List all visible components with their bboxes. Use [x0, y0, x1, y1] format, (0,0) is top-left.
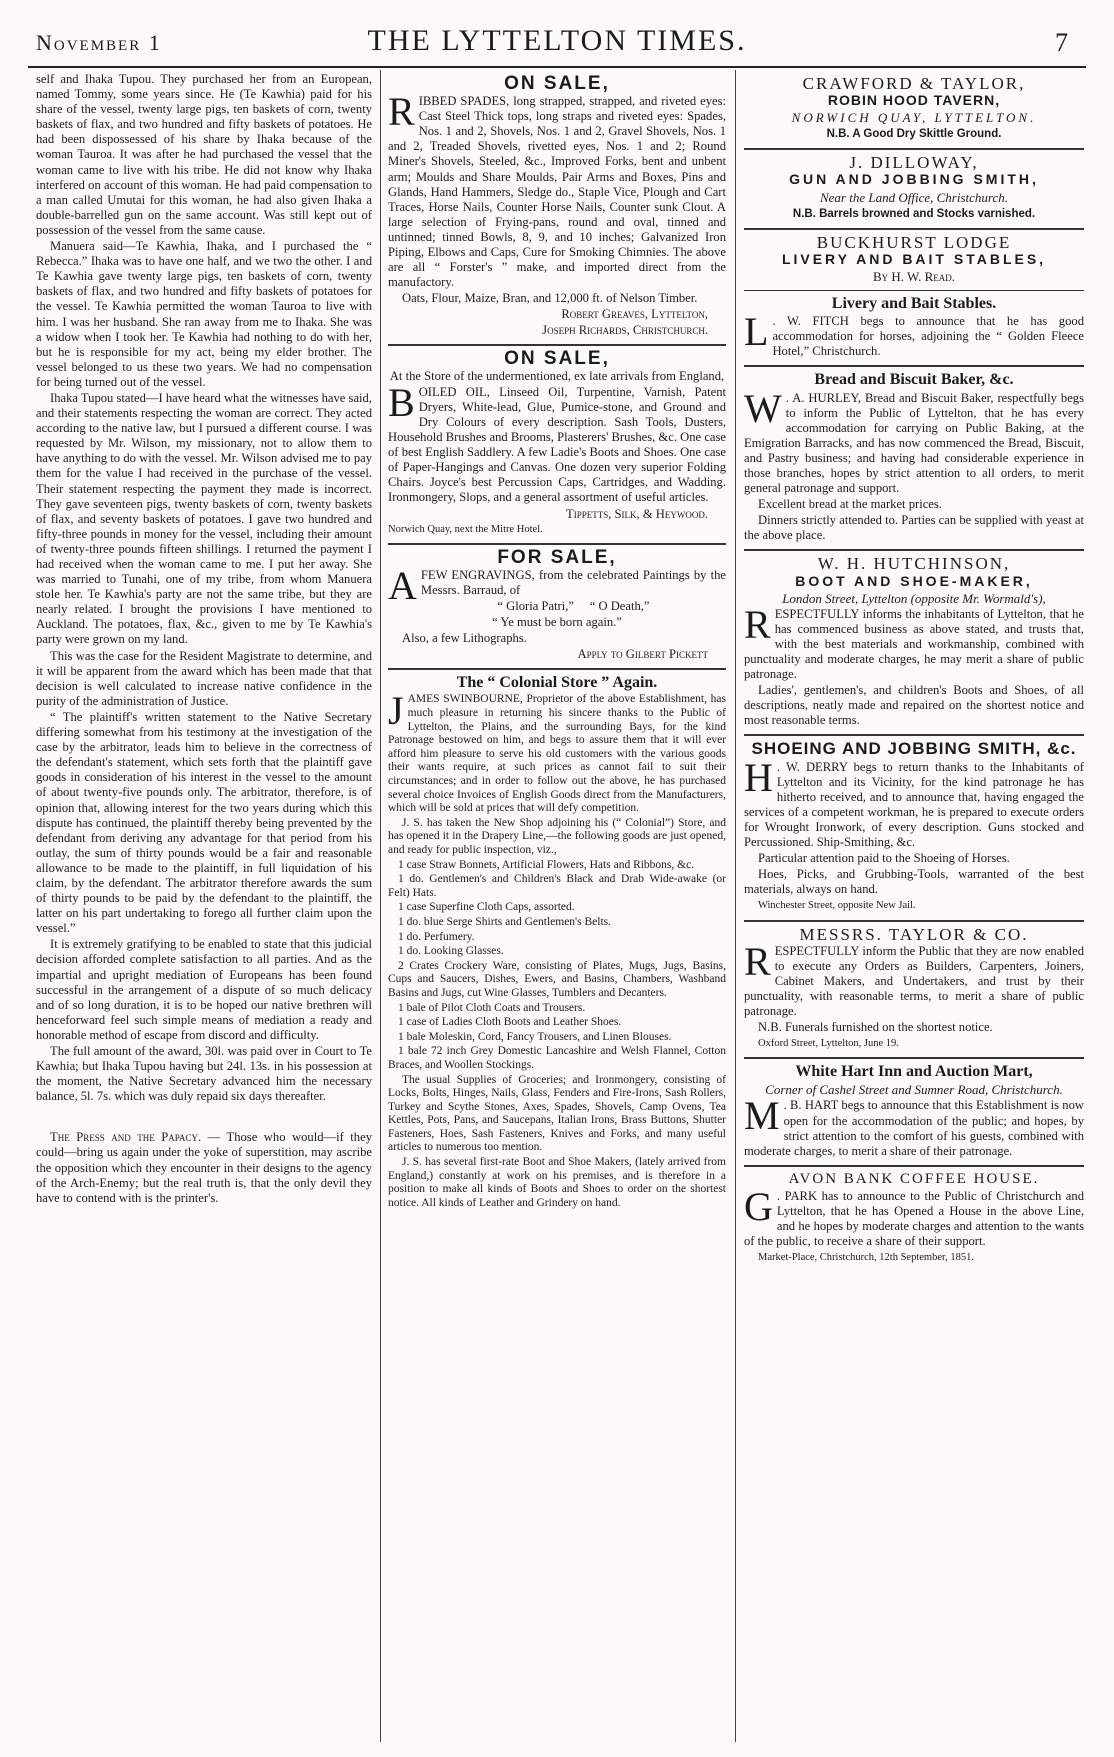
ad-location: London Street, Lyttelton (opposite Mr. Wormald's), [782, 590, 1046, 606]
ad-heading-on-sale-2: ON SALE, [504, 347, 610, 369]
drop-cap: R [744, 601, 771, 647]
ad-subtitle: ROBIN HOOD TAVERN, [827, 92, 1001, 109]
ad-text: IBBED SPADES, long strapped, strapped, and riveted eyes: Cast Steel Thick tops, long straps and riveted eyes: Spades, Nos. 1 and 2, Shovels, Nos. 1 and 2, Gravel Shovels, Nos. 1 and 2, Treaded Shovels, rivetted eyes, Nos. 1 and 2; Round Miner's Shovels, Steeled, &c., Improved Forks, bent and unbent arm; Moulds and Share Moulds, Pair Arms and Boxes, Pins and Glands, Hand Hammers, Sledge do., Staple Vice, Plough and Cart Traces, Horse Nails, Counter Horse Nails, Counter sunk Clout. A large selection of Frying-pans, round and oval, tinned and untinned; tinned Bowls, 8, 9, and 10 inches; Galvanized Iron Piping, Elbows and Caps, Cure for Smoking Chimnies. The above are all “ Forster's ” make, and imported direct from the manufactory. [388, 94, 726, 290]
divider [744, 1165, 1084, 1167]
column-divider-2 [735, 70, 736, 1742]
article-paragraph: self and Ihaka Tupou. They purchased her from an European, named Tommy, some years since. He (Te Kawhia) paid for his share of the vessel, twenty large pigs, ten baskets of corn, twenty baskets of flax, and two hundred and fifty baskets of potatoes. He had been dispossessed of his share by Ihaka because of the woman Tauroa. It was after he had purchased the vessel that the woman came to live with his tribe. He did not know why Ihaka interfered on account of this woman. He had paid compensation to a man called Umutai for this woman, he had also given Ihaka a double-barrelled gun on the same account. Was still kept out of possession of the vessel from the same cause. [36, 72, 372, 237]
ad-text: ESPECTFULLY inform the Public that they are now enabled to execute any Orders as Builders, Carpenters, Joiners, Cabinet Makers, and Undertakers, and trust by their punctuality, with reasonable terms, to merit a share of public patronage. [744, 943, 1084, 1018]
list-item: 1 case of Ladies Cloth Boots and Leather Shoes. [398, 1016, 622, 1029]
engraving-titles [388, 599, 726, 614]
ad-body-taylor [744, 938, 1084, 1019]
ad-paragraph: Hoes, Picks, and Grubbing-Tools, warranted of the best materials, always on hand. [744, 867, 1084, 897]
drop-cap: A [388, 562, 417, 608]
divider [388, 344, 726, 346]
ad-title-hutchinson: W. H. HUTCHINSON, [817, 554, 1011, 574]
ad-body-park [744, 1183, 1084, 1249]
ad-text: FEW ENGRAVINGS, from the celebrated Paintings by the Messrs. Barraud, of [420, 567, 726, 597]
ad-paragraph: Excellent bread at the market prices. [758, 497, 942, 512]
ad-title-crawford: CRAWFORD & TAYLOR, [802, 74, 1026, 93]
ad-text: . W. FITCH begs to announce that he has good accommodation for horses, adjoining the “ Golden Fleece Hotel,” Christchurch. [772, 314, 1084, 359]
divider [744, 734, 1084, 736]
drop-cap: B [388, 379, 415, 425]
ad-note: N.B. Barrels browned and Stocks varnished. [792, 207, 1036, 220]
article-paragraph: This was the case for the Resident Magistrate to determine, and it will be apparent from the award which has been made that that decision is well calculated to increase native confidence in the purity of the administration of Justice. [36, 648, 372, 708]
ad-body-spades [388, 89, 726, 290]
ad-intro: At the Store of the undermentioned, ex late arrivals from England, [389, 368, 725, 383]
ad-location: Corner of Cashel Street and Sumner Road, Christchurch. [765, 1082, 1063, 1098]
drop-cap: M [744, 1093, 780, 1139]
issue-date: November 1 [36, 30, 162, 55]
ad-subtitle: LIVERY AND BAIT STABLES, [781, 250, 1047, 267]
masthead [28, 20, 1086, 60]
engraving-title: “ Gloria Patri,” [497, 599, 574, 613]
list-item: 1 case Straw Bonnets, Artificial Flowers, Hats and Ribbons, &c. [398, 858, 695, 871]
ad-heading-white-hart: White Hart Inn and Auction Mart, [795, 1063, 1033, 1081]
drop-cap: J [388, 688, 404, 734]
ad-location: Near the Land Office, Christchurch. [819, 189, 1008, 205]
column-divider-1 [380, 70, 381, 1742]
ad-body-fitch [744, 309, 1084, 359]
ad-paragraph: Ladies', gentlemen's, and children's Boots and Shoes, of all descriptions, neatly made and repaired on the shortest notice and most reasonable terms. [744, 683, 1084, 728]
ad-paragraph: J. S. has taken the New Shop adjoining his (“ Colonial”) Store, and has opened it in the Drapery Line,—the following goods are just opened, and ready for public inspection, viz., [388, 816, 726, 856]
column-2 [388, 72, 726, 1742]
divider [744, 365, 1084, 367]
list-item: 1 bale 72 inch Grey Domestic Lancashire and Welsh Flannel, Cotton Braces, and Woollen Stockings. [388, 1045, 726, 1071]
ad-body-oils [388, 379, 726, 506]
ad-note: N.B. A Good Dry Skittle Ground. [826, 128, 1002, 141]
divider [744, 148, 1084, 150]
divider [744, 228, 1084, 230]
goods-list [388, 859, 726, 1073]
ad-body-colonial [388, 688, 726, 815]
ad-heading-on-sale: ON SALE, [504, 73, 610, 94]
ad-text: AMES SWINBOURNE, Proprietor of the above Establishment, has much pleasure in returning his sincere thanks to the Public of Lyttelton, the Plains, and the surrounding Bays, for the kind Patronage bestowed on him, and begs to assure them that it will ever afford him pleasure to serve his old customers with the various goods their wants require, at such prices as cannot fail to suit their circumstances; and in order to follow out the above, he has purchased several choice Invoices of English Goods direct from the Manufacturers, which will be sold at prices that will defy competition. [388, 693, 726, 815]
list-item: 1 case Superfine Cloth Caps, assorted. [398, 901, 575, 914]
ad-heading-shoeing: SHOEING AND JOBBING SMITH, &c. [751, 739, 1077, 759]
signature: Joseph Richards, Christchurch. [542, 322, 708, 337]
list-item: 1 do. Gentlemen's and Children's Black and Drab Wide-awake (or Felt) Hats. [388, 873, 726, 899]
ad-heading-livery: Livery and Bait Stables. [831, 295, 997, 313]
ad-body-hart [744, 1093, 1084, 1158]
signature: Robert Greaves, Lyttelton, [561, 307, 708, 322]
ad-body-derry [744, 754, 1084, 851]
article-paragraph: “ The plaintiff's written statement to the Native Secretary differing somewhat from his testimony at the investigation of the case by the arbitrator, leads him to believe in the correctness of the defendant's statement, which sets forth that the plaintiff gave goods in consideration of his interest in the vessel to the amount of about twenty-five pounds only. The arbitrator, therefore, is of opinion that, allowing interest for the two years during which this dispute has continued, the plaintiff thereby being prevented by the defendant from deriving any advantage for that period from his outlay, the sum of thirty pounds would be a fair and reasonable allowance to be made to the plaintiff, in full liquidation of his claim, by the defendant. The arbitrator therefore awards the sum of thirty pounds to be paid by the defendant to the plaintiff, the latter on his part undertaking to forego all further claim upon the vessel.” [36, 709, 372, 936]
ad-text: . A. HURLEY, Bread and Biscuit Baker, respectfully begs to inform the Public of Lyttelton, that he has every accommodation for carrying on Public Baking, at the Emigration Barracks, and has now commenced the Bread, Biscuit, and Pastry business; and having had considerable experience in those branches, hopes by strict attention to all orders, to merit general patronage and support. [744, 390, 1084, 496]
ad-body-hurley [744, 385, 1084, 497]
drop-cap: H [744, 754, 773, 800]
list-item: 2 Crates Crockery Ware, consisting of Plates, Mugs, Jugs, Basins, Cups and Saucers, Dishes, Ewers, and Basins, Chambers, Washband Basins and Jugs, cut Wine Glasses, Tumblers and Decanters. [388, 959, 726, 999]
ad-paragraph: Dinners strictly attended to. Parties can be supplied with yeast at the above place. [744, 513, 1084, 543]
column-3 [744, 72, 1084, 1742]
article-paragraph: Manuera said—Te Kawhia, Ihaka, and I purchased the “ Rebecca.” Ihaka was to have one half, and we two the other. I and Te Kawhia gave twenty large pigs, ten baskets of corn, twenty baskets of flax, and two hundred and fifty baskets of potatoes for the vessel. Te Kawhia permitted the woman Tauroa to live with him. I was her husband. She ran away from me to Ihaka. She was a widow when I took her. Te Kawhia had nothing to do with her, but he is responsible for my act, being my elder brother. The vessel belonged to us these two years. We had no compensation for being turned out of the vessel. [36, 239, 372, 389]
divider [388, 543, 726, 545]
ad-subtitle: BOOT AND SHOE-MAKER, [795, 572, 1033, 589]
article-paragraph: The full amount of the award, 30l. was paid over in Court to Te Kawhia; but Ihaka Tupou having but 24l. 13s. in his possession at the moment, the Native Secretary advanced him the necessary balance, 5l. 7s. which was duly repaid six days thereafter. [36, 1044, 372, 1104]
ad-paragraph: J. S. has several first-rate Boot and Shoe Makers, (lately arrived from England,) constantly at work on his premises, and is therefore in a position to make all kinds of Boots and Shoes to order on the shortest notice. All kinds of Leather and Grindery on hand. [388, 1156, 726, 1209]
address: Oxford Street, Lyttelton, June 19. [758, 1038, 899, 1050]
ad-subtitle: GUN AND JOBBING SMITH, [789, 171, 1039, 188]
ad-byline: By H. W. Read. [872, 268, 956, 284]
address: Market-Place, Christchurch, 12th September, 1851. [758, 1252, 974, 1264]
divider [744, 1057, 1084, 1059]
ad-heading-for-sale: FOR SALE, [497, 546, 617, 568]
ad-heading-colonial-store: The “ Colonial Store ” Again. [456, 674, 658, 692]
ad-paragraph: N.B. Funerals furnished on the shortest notice. [758, 1020, 993, 1035]
article-paragraph: It is extremely gratifying to be enabled to state that this judicial decision afforded complete satisfaction to all parties. And as the impartial and upright mediation of Europeans has been found successful in the arrangement of a dispute of so much delicacy and of so long duration, it is to be hoped our native brethren will henceforward feel such simple means of mediation a ready and honorable method of escape from discord and difficulty. [36, 937, 372, 1042]
colonial-store-ad [388, 688, 726, 1210]
divider [744, 920, 1084, 922]
ad-paragraph: Particular attention paid to the Shoeing of Horses. [758, 851, 1010, 866]
ad-paragraph: The usual Supplies of Groceries; and Ironmongery, consisting of Locks, Bolts, Hinges, Nails, Glass, Fenders and Fire-Irons, Sash Rollers, Turkey and Scythe Stones, Axes, Spades, Shovels, Camp Ovens, Tea Kettles, Pots, Pans, and Saucepans, Italian Irons, Brass Buttons, Shutter Fasteners, Hoes, Sash Fasteners, Knives and Forks, and many useful articles to numerous too mention. [388, 1073, 726, 1154]
column-1 [36, 72, 372, 1742]
press-papacy-text: — Those who would—if they could—bring us again under the yoke of superstition, may ascribe the opposition which they encounter in their designs to the agency of the Arch-Enemy; but the real truth is, that the only devil they have to contend with is the printer's. [36, 1130, 372, 1205]
drop-cap: R [744, 938, 771, 984]
drop-cap: R [388, 89, 415, 135]
list-item: 1 do. Looking Glasses. [398, 945, 504, 958]
address: Norwich Quay, next the Mitre Hotel. [388, 523, 543, 535]
drop-cap: W [744, 385, 782, 431]
ad-text: . B. HART begs to announce that this Establishment is now open for the accommodation of the public; and hopes, by strict attention to the comfort of his guests, combined with moderate charges, to merit a share of their patronage. [744, 1098, 1084, 1158]
divider [388, 668, 726, 670]
address: Winchester Street, opposite New Jail. [758, 900, 916, 912]
drop-cap: G [744, 1183, 773, 1229]
engraving-title: “ Ye must be born again.” [492, 615, 622, 630]
divider [744, 290, 1084, 291]
divider [744, 549, 1084, 551]
press-papacy-paragraph [36, 1130, 372, 1205]
ad-title-avon-bank: AVON BANK COFFEE HOUSE. [788, 1170, 1040, 1187]
ad-text: ESPECTFULLY informs the inhabitants of Lyttelton, that he has commenced business as above stated, and trusts that, with the best materials and workmanship, combined with punctuality and moderate charges, he may merit a share of public patronage. [744, 606, 1084, 682]
ad-paragraph: Also, a few Lithographs. [402, 631, 527, 646]
ad-title-taylor: MESSRS. TAYLOR & CO. [799, 924, 1029, 944]
signature: Apply to Gilbert Pickett [577, 647, 708, 662]
page-number: 7 [1055, 28, 1068, 57]
ad-heading-baker: Bread and Biscuit Baker, &c. [814, 371, 1014, 389]
ad-location: NORWICH QUAY, LYTTELTON. [791, 110, 1037, 126]
engraving-title: “ O Death,” [589, 599, 650, 613]
signature: Tippetts, Silk, & Heywood. [566, 506, 708, 521]
ad-title-buckhurst: BUCKHURST LODGE [816, 232, 1012, 252]
ad-text: . W. DERRY begs to return thanks to the Inhabitants of Lyttelton and its Vicinity, for the kind patronage he has hitherto received, and to announce that, having engaged the services of a competent workman, he is prepared to execute orders for Wrought Ironwork, of every description. Guns stocked and Percussioned. Ship-Smithing, &c. [744, 759, 1084, 850]
list-item: 1 bale Moleskin, Cord, Fancy Trousers, and Linen Blouses. [398, 1030, 672, 1043]
ad-text: . PARK has to announce to the Public of Christchurch and Lyttelton, that he has Opened a House in the above Line, and he hopes by moderate charges and attention to the wants of the public, to receive a share of their support. [744, 1188, 1084, 1249]
press-papacy-lead: The Press and the Papacy. [50, 1130, 202, 1145]
ad-text: OILED OIL, Linseed Oil, Turpentine, Varnish, Patent Dryers, White-lead, Glue, Pumice-stone, and Ground and Dry Colours of every description. Sash Tools, Dusters, Household Brushes and Brooms, Plasterers' Brushes, &c. One case of best English Saddlery. A few Ladie's Boots and Shoes. One case of Paper-Hangings and Canvas. One dozen very superior Folding Chairs. Joyce's best Percussion Caps, Cartridges, and Wadding. Ironmongery, Slops, and a general assortment of useful articles. [388, 384, 726, 505]
ad-body-hutchinson [744, 601, 1084, 682]
newspaper-title: THE LYTTELTON TIMES. [367, 24, 747, 57]
list-item: 1 bale of Pilot Cloth Coats and Trousers. [398, 1001, 586, 1014]
list-item: 1 do. Perfumery. [398, 930, 475, 943]
list-item: 1 do. blue Serge Shirts and Gentlemen's Belts. [398, 915, 611, 928]
ad-title-dilloway: J. DILLOWAY, [849, 153, 979, 173]
article-paragraph: Ihaka Tupou stated—I have heard what the witnesses have said, and their statements respecting the woman are correct. They acted according to the native law, but I pursued a different course. I was requested by Mr. Wilson, my missionary, not to allow them to have anything to do with the vessel. Mr. Wilson advised me to pay them for the value I had received in the purchase of the vessel. Their statement respecting the payment they made is incorrect. They gave seventeen pigs, twenty baskets of corn, twenty baskets of flax, and seventy baskets of potatoes. I gave two hundred and fifty-three pounds in money for the vessel, including their amount of twenty-three pounds fifteen shillings. I returned the payment I had received when the woman came to me. I put her away. She was married to Tunahi, one of my tribe, from whom Manuera stole her. Te Kawhia's party are not the same tribe, but they are nearly related. I brought the provisions I have mentioned to Auckland. The potatoes, flax, &c., given to me by Te Kawhia's party were grown on my land. [36, 390, 372, 647]
drop-cap: L [744, 309, 769, 355]
masthead-rule [28, 66, 1086, 68]
ad-paragraph: Oats, Flour, Maize, Bran, and 12,000 ft. of Nelson Timber. [402, 291, 698, 306]
